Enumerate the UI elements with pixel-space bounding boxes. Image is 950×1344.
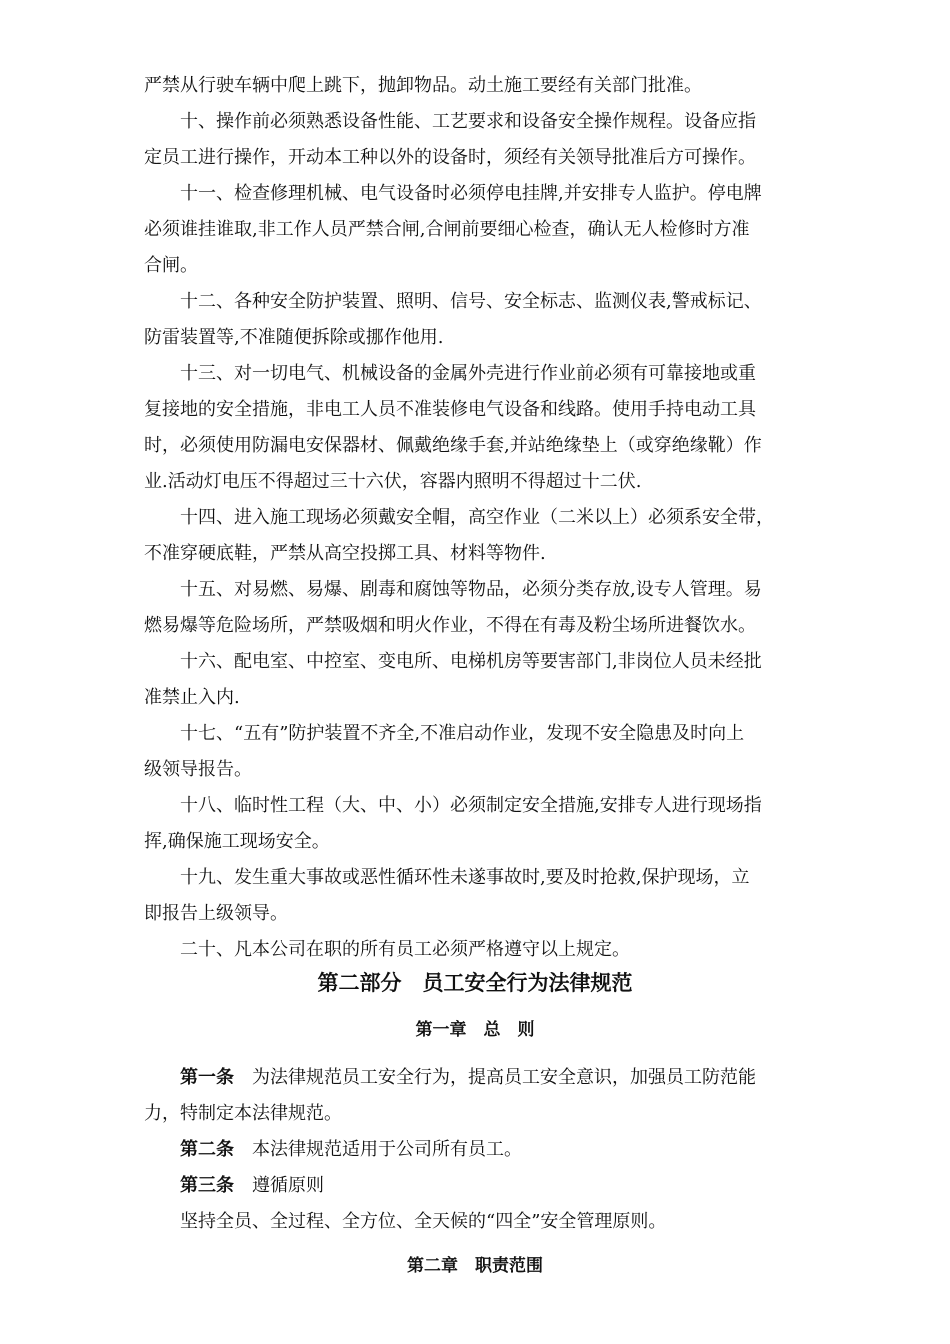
article-text: 为法律规范员工安全行为，提高员工安全意识，加强员工防范能 [252, 1067, 756, 1088]
text-line: 防雷装置等,不准随便拆除或挪作他用. [144, 327, 444, 348]
article-text: 坚持全员、全过程、全方位、全天候的“四全”安全管理原则。 [180, 1211, 667, 1232]
text-line: 十、操作前必须熟悉设备性能、工艺要求和设备安全操作规程。设备应指 [180, 111, 756, 132]
text-line: 定员工进行操作，开动本工种以外的设备时，须经有关领导批准后方可操作。 [144, 147, 756, 168]
text-line: 合闸。 [144, 255, 198, 276]
text-line: 十六、配电室、中控室、变电所、电梯机房等要害部门,非岗位人员未经批 [180, 651, 762, 672]
text-line: 时，必须使用防漏电安保器材、佩戴绝缘手套,并站绝缘垫上（或穿绝缘靴）作 [144, 435, 762, 456]
text-line: 十九、发生重大事故或恶性循环性未遂事故时,要及时抢救,保护现场，立 [180, 867, 750, 888]
text-line: 级领导报告。 [144, 759, 252, 780]
text-line: 十七、“五有”防护装置不齐全,不准启动作业，发现不安全隐患及时向上 [180, 723, 745, 744]
article-label: 第三条 [180, 1175, 234, 1196]
text-line: 十一、检查修理机械、电气设备时必须停电挂牌,并安排专人监护。停电牌 [180, 183, 762, 204]
article-text: 遵循原则 [252, 1175, 324, 1196]
text-line: 十八、临时性工程（大、中、小）必须制定安全措施,安排专人进行现场指 [180, 795, 762, 816]
text-line: 即报告上级领导。 [144, 903, 288, 924]
text-line: 严禁从行驶车辆中爬上跳下，抛卸物品。动土施工要经有关部门批准。 [144, 75, 702, 96]
article-text: 力，特制定本法律规范。 [144, 1103, 342, 1124]
text-line: 燃易爆等危险场所，严禁吸烟和明火作业，不得在有毒及粉尘场所进餐饮水。 [144, 615, 756, 636]
article-label: 第二条 [180, 1139, 234, 1160]
chapter-title: 第二章 职责范围 [407, 1256, 543, 1276]
text-line: 十四、进入施工现场必须戴安全帽，高空作业（二米以上）必须系安全带， [180, 507, 774, 528]
text-line: 十二、各种安全防护装置、照明、信号、安全标志、监测仪表,警戒标记、 [180, 291, 762, 312]
text-line: 业.活动灯电压不得超过三十六伏，容器内照明不得超过十二伏. [144, 471, 642, 492]
text-line: 挥,确保施工现场安全。 [144, 831, 330, 852]
article-label: 第一条 [180, 1067, 234, 1088]
article-line [180, 1212, 666, 1232]
text-line: 不准穿硬底鞋，严禁从高空投掷工具、材料等物件. [144, 543, 546, 564]
chapter-title: 第一章 总 则 [415, 1020, 535, 1040]
text-line: 十三、对一切电气、机械设备的金属外壳进行作业前必须有可靠接地或重 [180, 363, 756, 384]
text-line: 必须谁挂谁取,非工作人员严禁合闸,合闸前要细心检查，确认无人检修时方准 [144, 219, 750, 240]
article-text: 本法律规范适用于公司所有员工。 [252, 1139, 522, 1160]
article-line [180, 1176, 324, 1196]
article-line [144, 1104, 342, 1124]
article-line [180, 1140, 522, 1160]
part-title: 第二部分 员工安全行为法律规范 [317, 970, 633, 995]
text-line: 二十、凡本公司在职的所有员工必须严格遵守以上规定。 [180, 939, 630, 960]
text-line: 复接地的安全措施，非电工人员不准装修电气设备和线路。使用手持电动工具 [144, 399, 756, 420]
text-line: 十五、对易燃、易爆、剧毒和腐蚀等物品，必须分类存放,设专人管理。易 [180, 579, 762, 600]
text-line: 准禁止入内. [144, 687, 240, 708]
article-line [180, 1068, 756, 1088]
